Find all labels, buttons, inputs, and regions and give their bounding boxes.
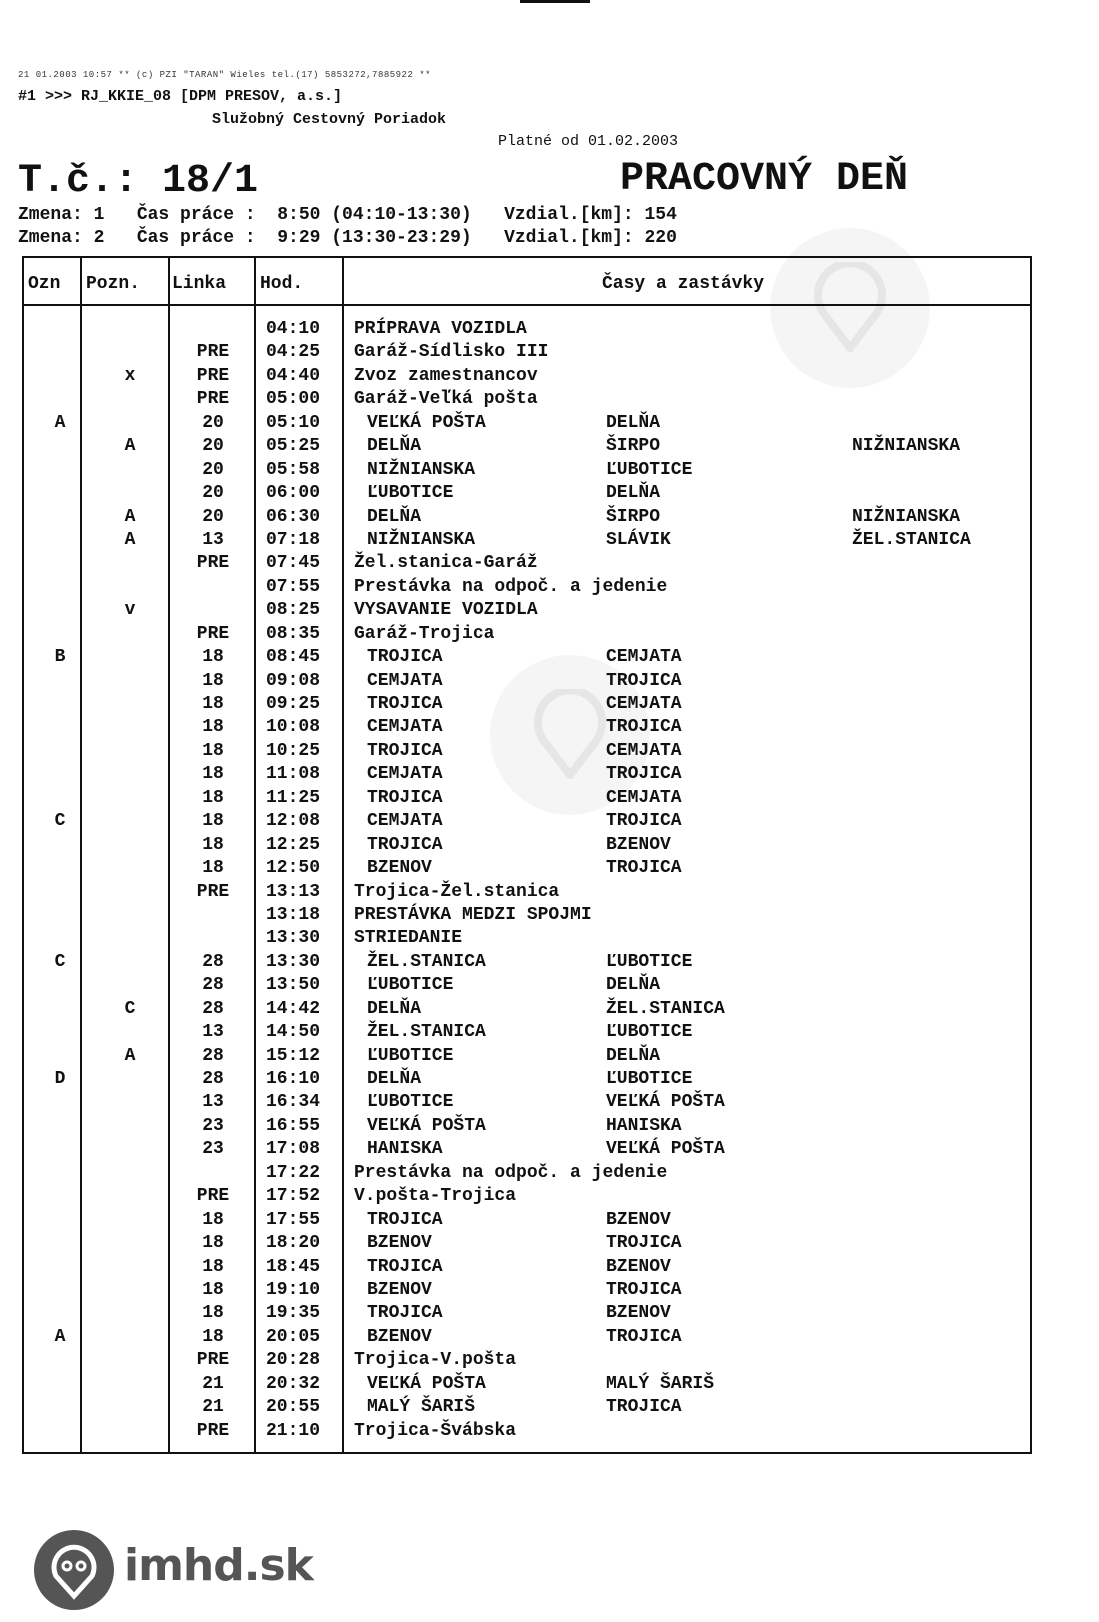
cell-stop-from: DELŇA xyxy=(367,506,422,527)
cell-linka: PRE xyxy=(196,1420,230,1441)
cell-stop-from: ĽUBOTICE xyxy=(367,1045,454,1066)
cell-pozn: A xyxy=(124,436,136,457)
cell-time: 13:30 xyxy=(266,951,321,972)
cell-time: 16:34 xyxy=(266,1092,321,1113)
table-row xyxy=(0,1185,1099,1208)
cell-time: 08:25 xyxy=(266,600,321,621)
cell-linka: 18 xyxy=(202,1326,224,1347)
cell-stop-to: ĽUBOTICE xyxy=(606,459,693,480)
cell-linka: PRE xyxy=(196,342,230,363)
cell-stop-to: BZENOV xyxy=(606,834,671,855)
table-row xyxy=(0,974,1099,997)
cell-stop-from: TROJICA xyxy=(367,834,443,855)
cell-time: 16:55 xyxy=(266,1115,321,1136)
cell-linka: 13 xyxy=(202,1022,224,1043)
cell-activity: V.pošta-Trojica xyxy=(354,1186,517,1207)
table-row xyxy=(0,1091,1099,1114)
cell-stop-to: TROJICA xyxy=(606,670,682,691)
table-row xyxy=(0,482,1099,505)
cell-linka: 18 xyxy=(202,811,224,832)
cell-stop-to: TROJICA xyxy=(606,811,682,832)
imhd-logo xyxy=(34,1530,334,1614)
cell-time: 07:18 xyxy=(266,529,321,550)
shift-2-line: Zmena: 2 Čas práce : 9:29 (13:30-23:29) Vzdial.[km]: 220 xyxy=(18,228,677,248)
cell-stop-to: VEĽKÁ POŠTA xyxy=(606,1139,725,1160)
table-row xyxy=(0,341,1099,364)
cell-time: 20:05 xyxy=(266,1326,321,1347)
cell-stop-to: HANISKA xyxy=(606,1115,682,1136)
cell-time: 14:42 xyxy=(266,998,321,1019)
table-row xyxy=(0,388,1099,411)
cell-time: 21:10 xyxy=(266,1420,321,1441)
cell-activity: Trojica-Švábska xyxy=(354,1420,517,1441)
cell-stop-from: BZENOV xyxy=(367,1326,432,1347)
cell-ozn: A xyxy=(54,412,66,433)
cell-linka: 21 xyxy=(202,1397,224,1418)
cell-time: 06:30 xyxy=(266,506,321,527)
cell-stop-to: MALÝ ŠARIŠ xyxy=(606,1373,715,1394)
cell-stop-from: TROJICA xyxy=(367,740,443,761)
cell-activity: VYSAVANIE VOZIDLA xyxy=(354,600,538,621)
cell-linka: 18 xyxy=(202,764,224,785)
cell-stop-from: TROJICA xyxy=(367,1209,443,1230)
cell-linka: 23 xyxy=(202,1115,224,1136)
cell-stop-from: TROJICA xyxy=(367,647,443,668)
cell-stop-from: CEMJATA xyxy=(367,717,443,738)
table-row xyxy=(0,1279,1099,1302)
cell-activity: STRIEDANIE xyxy=(354,928,463,949)
cell-stop-from: NIŽNIANSKA xyxy=(367,459,476,480)
table-row xyxy=(0,1256,1099,1279)
cell-linka: 18 xyxy=(202,717,224,738)
cell-linka: 20 xyxy=(202,459,224,480)
cell-linka: PRE xyxy=(196,881,230,902)
cell-time: 13:30 xyxy=(266,928,321,949)
cell-pozn: x xyxy=(124,365,136,386)
table-row xyxy=(0,951,1099,974)
day-type-heading: PRACOVNÝ DEŇ xyxy=(620,157,909,202)
logo-badge xyxy=(34,1530,114,1610)
cell-linka: PRE xyxy=(196,1350,230,1371)
cell-ozn: D xyxy=(54,1069,66,1089)
tc-label: T.č.: xyxy=(18,159,139,204)
table-row xyxy=(0,1396,1099,1419)
cell-time: 17:52 xyxy=(266,1186,321,1207)
cell-stop-from: ŽEL.STANICA xyxy=(367,1022,486,1043)
cell-time: 10:25 xyxy=(266,740,321,761)
cell-linka: PRE xyxy=(196,365,230,386)
table-row xyxy=(0,506,1099,529)
table-row xyxy=(0,1115,1099,1138)
cell-activity: Žel.stanica-Garáž xyxy=(354,553,538,574)
cell-time: 18:20 xyxy=(266,1233,321,1254)
cell-time: 18:45 xyxy=(266,1256,321,1277)
table-row xyxy=(0,576,1099,599)
cell-stop-from: CEMJATA xyxy=(367,764,443,785)
cell-stop-from: TROJICA xyxy=(367,787,443,808)
cell-time: 12:08 xyxy=(266,811,321,832)
table-row xyxy=(0,365,1099,388)
cell-stop-to: TROJICA xyxy=(606,764,682,785)
cell-linka: 18 xyxy=(202,834,224,855)
cell-stop-to: BZENOV xyxy=(606,1209,671,1230)
cell-stop-to: TROJICA xyxy=(606,1326,682,1347)
cell-linka: 13 xyxy=(202,529,224,550)
cell-ozn: C xyxy=(54,811,66,832)
cell-time: 16:10 xyxy=(266,1069,321,1089)
cell-linka: 18 xyxy=(202,1209,224,1230)
cell-time: 05:25 xyxy=(266,436,321,457)
table-row xyxy=(0,810,1099,833)
cell-stop-to: ĽUBOTICE xyxy=(606,951,693,972)
cell-time: 19:35 xyxy=(266,1303,321,1324)
cell-time: 17:22 xyxy=(266,1162,321,1183)
cell-time: 05:58 xyxy=(266,459,321,480)
table-row xyxy=(0,670,1099,693)
cell-time: 15:12 xyxy=(266,1045,321,1066)
cell-time: 20:55 xyxy=(266,1397,321,1418)
table-row xyxy=(0,881,1099,904)
cell-time: 13:50 xyxy=(266,975,321,996)
logo-text: imhd.sk xyxy=(124,1540,313,1591)
cell-ozn: B xyxy=(54,647,66,668)
cell-time: 20:32 xyxy=(266,1373,321,1394)
cell-pozn: A xyxy=(124,529,136,550)
cell-stop-from: BZENOV xyxy=(367,858,432,879)
table-row xyxy=(0,1209,1099,1232)
cell-time: 11:08 xyxy=(266,764,321,785)
cell-stop-to: ŽEL.STANICA xyxy=(606,998,725,1019)
table-row xyxy=(0,599,1099,622)
table-row xyxy=(0,927,1099,950)
table-row xyxy=(0,1302,1099,1325)
cell-pozn: v xyxy=(124,600,136,621)
cell-linka: 18 xyxy=(202,1233,224,1254)
cell-stop-via: NIŽNIANSKA xyxy=(852,506,961,527)
table-row xyxy=(0,1162,1099,1185)
cell-stop-from: VEĽKÁ POŠTA xyxy=(367,1115,486,1136)
table-row xyxy=(0,716,1099,739)
cell-time: 13:13 xyxy=(266,881,321,902)
table-row xyxy=(0,1232,1099,1255)
cell-pozn: C xyxy=(124,998,136,1019)
table-row xyxy=(0,459,1099,482)
cell-time: 09:08 xyxy=(266,670,321,691)
fax-header-line: 21 01.2003 10:57 ** (c) PZI "TARAN" Wieles tel.(17) 5853272,7885922 ** xyxy=(18,70,432,80)
cell-time: 08:35 xyxy=(266,623,321,644)
cell-stop-via: ŽEL.STANICA xyxy=(852,529,971,550)
col-header-ozn: Ozn xyxy=(28,274,61,294)
cell-stop-to: TROJICA xyxy=(606,717,682,738)
cell-time: 17:55 xyxy=(266,1209,321,1230)
cell-stop-from: BZENOV xyxy=(367,1279,432,1300)
cell-time: 19:10 xyxy=(266,1279,321,1300)
cell-time: 14:50 xyxy=(266,1022,321,1043)
cell-time: 20:28 xyxy=(266,1350,321,1371)
cell-stop-to: TROJICA xyxy=(606,1279,682,1300)
cell-stop-from: DELŇA xyxy=(367,1069,422,1089)
cell-stop-to: TROJICA xyxy=(606,1397,682,1418)
cell-ozn: A xyxy=(54,1326,66,1347)
cell-linka: 20 xyxy=(202,506,224,527)
cell-linka: 18 xyxy=(202,670,224,691)
cell-stop-from: VEĽKÁ POŠTA xyxy=(367,412,486,433)
cell-linka: PRE xyxy=(196,553,230,574)
cell-activity: Trojica-Žel.stanica xyxy=(354,881,560,902)
shift-1-line: Zmena: 1 Čas práce : 8:50 (04:10-13:30) Vzdial.[km]: 154 xyxy=(18,205,677,225)
table-row xyxy=(0,857,1099,880)
cell-linka: PRE xyxy=(196,389,230,410)
cell-time: 08:45 xyxy=(266,647,321,668)
cell-time: 05:10 xyxy=(266,412,321,433)
cell-stop-from: CEMJATA xyxy=(367,670,443,691)
document-id-line: #1 >>> RJ_KKIE_08 [DPM PRESOV, a.s.] xyxy=(18,88,343,105)
table-top-border xyxy=(22,256,1032,258)
cell-stop-to: TROJICA xyxy=(606,858,682,879)
table-row xyxy=(0,435,1099,458)
cell-linka: 20 xyxy=(202,436,224,457)
cell-stop-to: VEĽKÁ POŠTA xyxy=(606,1092,725,1113)
table-row xyxy=(0,1349,1099,1372)
table-row xyxy=(0,834,1099,857)
cell-time: 05:00 xyxy=(266,389,321,410)
cell-linka: 28 xyxy=(202,1069,224,1089)
cell-time: 12:25 xyxy=(266,834,321,855)
cell-stop-to: CEMJATA xyxy=(606,694,682,714)
cell-stop-to: DELŇA xyxy=(606,1045,661,1066)
schedule-rows xyxy=(0,318,1099,1443)
cell-time: 04:25 xyxy=(266,342,321,363)
cell-linka: 18 xyxy=(202,858,224,879)
table-row xyxy=(0,318,1099,341)
table-row xyxy=(0,693,1099,716)
cell-time: 13:18 xyxy=(266,904,321,925)
cell-stop-from: DELŇA xyxy=(367,998,422,1019)
cell-activity: Prestávka na odpoč. a jedenie xyxy=(354,576,668,597)
cell-stop-from: ĽUBOTICE xyxy=(367,975,454,996)
cell-time: 11:25 xyxy=(266,787,321,808)
cell-stop-to: BZENOV xyxy=(606,1303,671,1324)
cell-stop-from: TROJICA xyxy=(367,1303,443,1324)
cell-linka: 18 xyxy=(202,787,224,808)
cell-time: 04:40 xyxy=(266,365,321,386)
document-title: Služobný Cestovný Poriadok xyxy=(212,111,447,128)
cell-activity: Garáž-Trojica xyxy=(354,623,495,644)
tc-heading xyxy=(18,159,259,204)
cell-linka: PRE xyxy=(196,1186,230,1207)
cell-linka: 18 xyxy=(202,694,224,714)
cell-linka: 18 xyxy=(202,1279,224,1300)
cell-linka: 18 xyxy=(202,647,224,668)
table-row xyxy=(0,1068,1099,1091)
cell-stop-from: HANISKA xyxy=(367,1139,443,1160)
cell-time: 06:00 xyxy=(266,483,321,504)
cell-activity: PRESTÁVKA MEDZI SPOJMI xyxy=(354,904,592,925)
table-row xyxy=(0,763,1099,786)
table-row xyxy=(0,412,1099,435)
cell-stop-to: BZENOV xyxy=(606,1256,671,1277)
cell-linka: PRE xyxy=(196,623,230,644)
cell-stop-from: TROJICA xyxy=(367,694,443,714)
cell-stop-from: TROJICA xyxy=(367,1256,443,1277)
table-row xyxy=(0,646,1099,669)
cell-linka: 13 xyxy=(202,1092,224,1113)
cell-time: 07:45 xyxy=(266,553,321,574)
col-header-stops: Časy a zastávky xyxy=(602,274,765,294)
table-row xyxy=(0,552,1099,575)
cell-stop-from: VEĽKÁ POŠTA xyxy=(367,1373,486,1394)
top-edge-mark xyxy=(520,0,590,3)
cell-stop-to: CEMJATA xyxy=(606,647,682,668)
valid-from: Platné od 01.02.2003 xyxy=(498,133,679,150)
cell-linka: 28 xyxy=(202,975,224,996)
cell-time: 07:55 xyxy=(266,576,321,597)
cell-stop-to: ŠIRPO xyxy=(606,436,661,457)
table-row xyxy=(0,623,1099,646)
col-header-linka: Linka xyxy=(172,274,227,294)
table-row xyxy=(0,1138,1099,1161)
cell-stop-from: MALÝ ŠARIŠ xyxy=(367,1397,476,1418)
cell-activity: PRÍPRAVA VOZIDLA xyxy=(354,319,527,339)
cell-stop-from: NIŽNIANSKA xyxy=(367,529,476,550)
cell-linka: 23 xyxy=(202,1139,224,1160)
cell-ozn: C xyxy=(54,951,66,972)
cell-stop-from: CEMJATA xyxy=(367,811,443,832)
table-row xyxy=(0,529,1099,552)
table-row xyxy=(0,904,1099,927)
cell-linka: 28 xyxy=(202,951,224,972)
cell-stop-to: CEMJATA xyxy=(606,740,682,761)
table-row xyxy=(0,1045,1099,1068)
table-row xyxy=(0,1420,1099,1443)
cell-activity: Garáž-Veľká pošta xyxy=(354,389,538,410)
col-header-pozn: Pozn. xyxy=(86,274,141,294)
cell-time: 09:25 xyxy=(266,694,321,714)
cell-stop-from: ĽUBOTICE xyxy=(367,483,454,504)
cell-stop-to: ŠIRPO xyxy=(606,506,661,527)
table-row xyxy=(0,1021,1099,1044)
cell-linka: 28 xyxy=(202,1045,224,1066)
cell-stop-from: DELŇA xyxy=(367,436,422,457)
cell-stop-to: DELŇA xyxy=(606,412,661,433)
cell-stop-to: TROJICA xyxy=(606,1233,682,1254)
cell-linka: 20 xyxy=(202,483,224,504)
cell-activity: Trojica-V.pošta xyxy=(354,1350,517,1371)
cell-linka: 18 xyxy=(202,1303,224,1324)
cell-stop-to: DELŇA xyxy=(606,483,661,504)
cell-pozn: A xyxy=(124,1045,136,1066)
cell-time: 12:50 xyxy=(266,858,321,879)
imhd-pin-icon xyxy=(34,1530,114,1610)
cell-linka: 20 xyxy=(202,412,224,433)
cell-linka: 18 xyxy=(202,740,224,761)
table-row xyxy=(0,1373,1099,1396)
col-header-hod: Hod. xyxy=(260,274,304,294)
table-row xyxy=(0,787,1099,810)
cell-time: 17:08 xyxy=(266,1139,321,1160)
cell-stop-from: BZENOV xyxy=(367,1233,432,1254)
table-bottom-border xyxy=(22,1452,1032,1454)
cell-linka: 28 xyxy=(202,998,224,1019)
cell-stop-to: SLÁVIK xyxy=(606,529,671,550)
cell-linka: 21 xyxy=(202,1373,224,1394)
table-row xyxy=(0,1326,1099,1349)
cell-activity: Garáž-Sídlisko III xyxy=(354,342,549,363)
cell-pozn: A xyxy=(124,506,136,527)
cell-stop-to: DELŇA xyxy=(606,975,661,996)
cell-activity: Zvoz zamestnancov xyxy=(354,365,538,386)
cell-linka: 18 xyxy=(202,1256,224,1277)
cell-stop-to: ĽUBOTICE xyxy=(606,1022,693,1043)
table-header-border xyxy=(22,304,1032,306)
cell-stop-via: NIŽNIANSKA xyxy=(852,436,961,457)
cell-time: 10:08 xyxy=(266,717,321,738)
cell-stop-to: CEMJATA xyxy=(606,787,682,808)
cell-activity: Prestávka na odpoč. a jedenie xyxy=(354,1162,668,1183)
cell-stop-from: ĽUBOTICE xyxy=(367,1092,454,1113)
cell-stop-from: ŽEL.STANICA xyxy=(367,951,486,972)
tc-value: 18/1 xyxy=(162,159,259,204)
table-row xyxy=(0,998,1099,1021)
table-row xyxy=(0,740,1099,763)
cell-stop-to: ĽUBOTICE xyxy=(606,1069,693,1089)
cell-time: 04:10 xyxy=(266,319,321,339)
